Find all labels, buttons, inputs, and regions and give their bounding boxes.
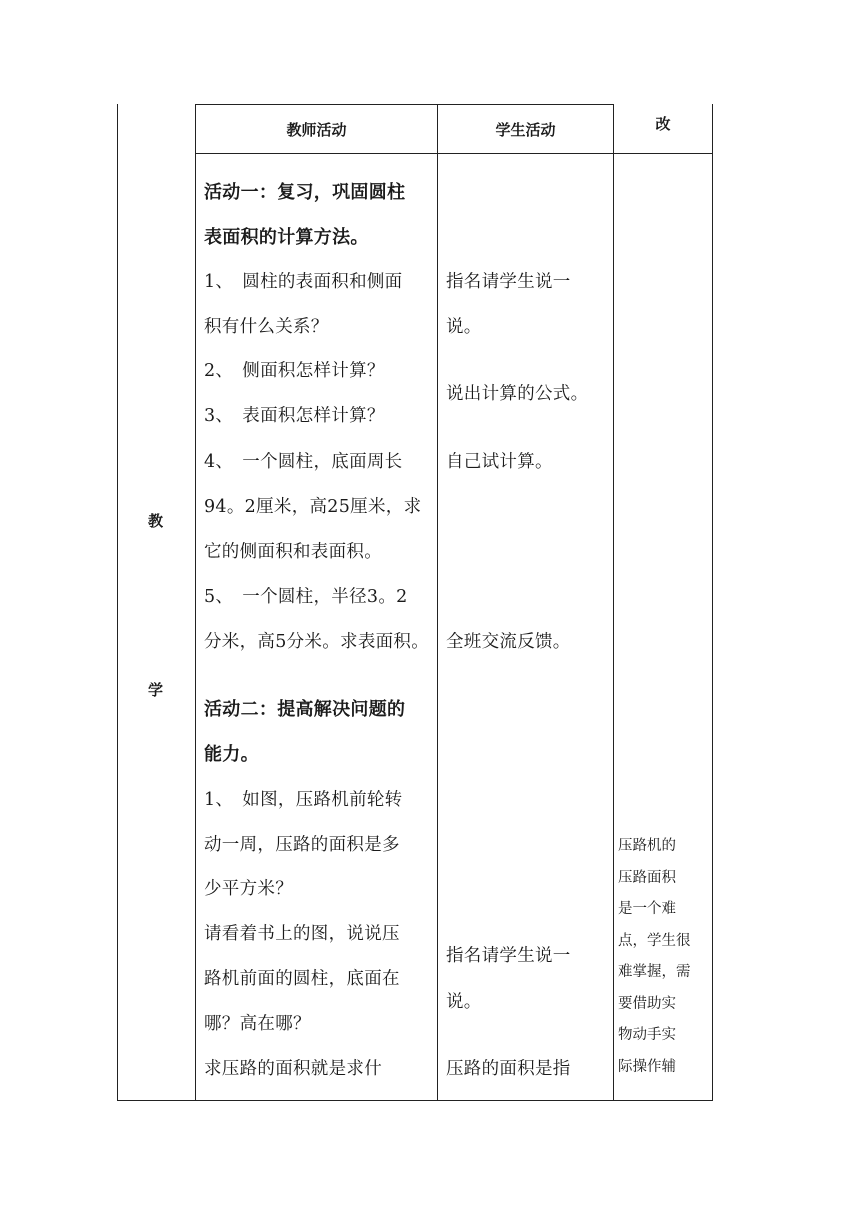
teacher-line: 4、 一个圆柱，底面周长 [204, 452, 403, 472]
activity-two-title: 活动二：提高解决问题的 [204, 699, 406, 720]
teacher-line: 积有什么关系？ [204, 317, 329, 337]
table-divider-side [195, 104, 196, 1101]
header-teacher-activity: 教师活动 [286, 121, 347, 139]
header-student-activity: 学生活动 [495, 121, 556, 139]
activity-two-title-cont: 能力。 [204, 744, 259, 765]
teacher-line: 请看着书上的图，说说压 [204, 924, 400, 944]
side-label-jiao: 教 [148, 512, 164, 530]
teacher-line: 求压路的面积就是求什 [204, 1059, 382, 1079]
student-line: 说。 [446, 317, 482, 337]
note-line: 压路机的 [618, 838, 676, 854]
teacher-line: 分米，高5分米。求表面积。 [204, 632, 430, 652]
note-line: 压路面积 [618, 869, 676, 886]
table-divider-teacher [437, 104, 438, 1101]
teacher-line: 它的侧面积和表面积。 [204, 542, 382, 562]
note-line: 际操作辅 [618, 1058, 676, 1075]
teacher-line: 动一周，压路的面积是多 [204, 835, 400, 855]
table-border-left [117, 104, 118, 1101]
teacher-line: 3、 表面积怎样计算？ [204, 406, 385, 426]
teacher-line: 94。2厘米，高25厘米，求 [204, 497, 422, 517]
student-line: 全班交流反馈。 [446, 632, 571, 652]
teacher-line: 5、 一个圆柱，半径3。2 [204, 587, 408, 607]
note-line: 要借助实 [618, 995, 676, 1012]
student-line: 压路的面积是指 [446, 1059, 571, 1079]
header-revise: 改 [655, 115, 671, 133]
teacher-line: 1、 圆柱的表面积和侧面 [204, 272, 403, 292]
teacher-line: 哪？高在哪？ [204, 1014, 311, 1034]
student-line: 指名请学生说一 [446, 272, 571, 292]
student-line: 指名请学生说一 [446, 946, 571, 966]
note-line: 点，学生很 [618, 932, 691, 949]
table-border-right [712, 104, 713, 1101]
teacher-line: 少平方米？ [204, 879, 293, 899]
activity-one-title-cont: 表面积的计算方法。 [204, 227, 369, 248]
teacher-line: 路机前面的圆柱，底面在 [204, 969, 400, 989]
teacher-line: 1、 如图，压路机前轮转 [204, 790, 403, 810]
activity-one-title: 活动一：复习，巩固圆柱 [204, 182, 406, 203]
student-line: 自己试计算。 [446, 452, 553, 472]
student-line: 说出计算的公式。 [446, 384, 589, 404]
side-label-xue: 学 [148, 681, 164, 699]
teacher-line: 2、 侧面积怎样计算？ [204, 361, 385, 381]
note-line: 是一个难 [618, 901, 676, 917]
note-line: 物动手实 [618, 1027, 676, 1043]
note-line: 难掌握，需 [618, 964, 691, 980]
header-bottom-border [195, 153, 713, 154]
table-bottom-border [117, 1100, 713, 1101]
student-line: 说。 [446, 992, 482, 1012]
table-divider-student [613, 104, 614, 1101]
header-top-border [195, 104, 614, 105]
revision-note [618, 831, 710, 1083]
